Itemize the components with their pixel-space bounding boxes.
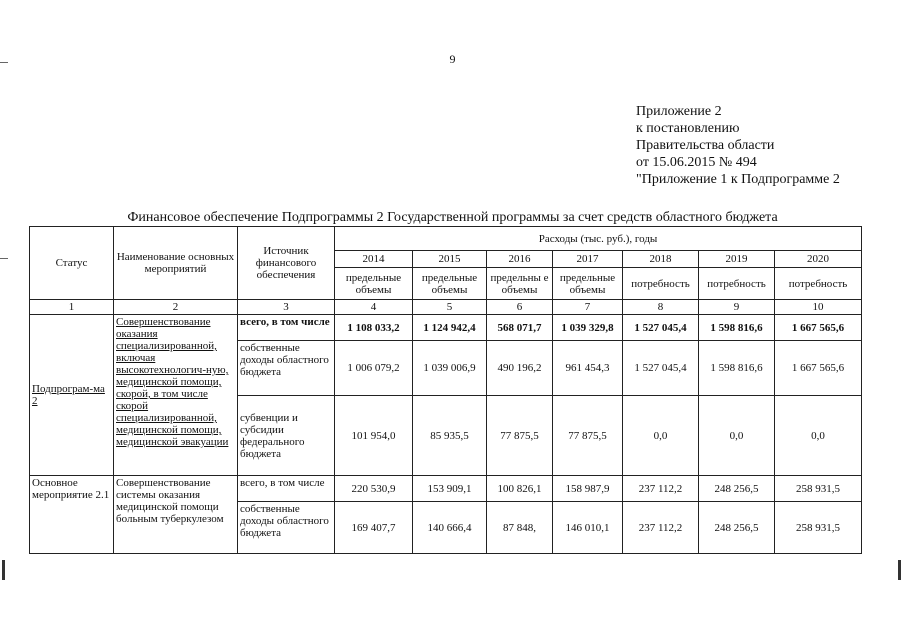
value-cell: 1 667 565,6: [775, 315, 862, 341]
header-expenses: Расходы (тыс. руб.), годы: [335, 227, 862, 251]
header-kind: потребность: [699, 268, 775, 300]
appendix-block: [636, 103, 840, 188]
header-year: 2015: [413, 251, 487, 268]
value-cell: 1 124 942,4: [413, 315, 487, 341]
value-cell: 490 196,2: [487, 341, 553, 396]
source-cell: собственные доходы областного бюджета: [238, 341, 335, 396]
value-cell: 1 527 045,4: [623, 315, 699, 341]
column-index: 9: [699, 300, 775, 315]
value-cell: 85 935,5: [413, 396, 487, 476]
header-source: Источник финансового обеспечения: [238, 227, 335, 300]
value-cell: 961 454,3: [553, 341, 623, 396]
finance-table: [29, 226, 862, 554]
appendix-line: от 15.06.2015 № 494: [636, 155, 757, 170]
value-cell: 1 598 816,6: [699, 341, 775, 396]
value-cell: 0,0: [623, 396, 699, 476]
header-year: 2019: [699, 251, 775, 268]
value-cell: 158 987,9: [553, 476, 623, 502]
value-cell: 237 112,2: [623, 502, 699, 554]
column-index: 8: [623, 300, 699, 315]
header-kind: потребность: [623, 268, 699, 300]
column-index: 2: [114, 300, 238, 315]
value-cell: 100 826,1: [487, 476, 553, 502]
value-cell: 1 598 816,6: [699, 315, 775, 341]
appendix-line: к постановлению: [636, 121, 740, 136]
value-cell: 1 108 033,2: [335, 315, 413, 341]
value-cell: 1 039 329,8: [553, 315, 623, 341]
header-kind: предельные объемы: [413, 268, 487, 300]
value-cell: 248 256,5: [699, 476, 775, 502]
table-row: [30, 315, 862, 341]
margin-dash: [0, 62, 8, 63]
source-cell: собственные доходы областного бюджета: [238, 502, 335, 554]
punch-mark-right: [898, 560, 901, 580]
value-cell: 220 530,9: [335, 476, 413, 502]
header-kind: предельны е объемы: [487, 268, 553, 300]
appendix-line: Приложение 2: [636, 104, 722, 119]
value-cell: 87 848,: [487, 502, 553, 554]
value-cell: 140 666,4: [413, 502, 487, 554]
header-year: 2018: [623, 251, 699, 268]
header-year: 2017: [553, 251, 623, 268]
margin-dash: [0, 258, 8, 259]
value-cell: 258 931,5: [775, 502, 862, 554]
document-title: Финансовое обеспечение Подпрограммы 2 Государственной программы за счет средств областного бюджета: [127, 210, 778, 225]
appendix-line: Правительства области: [636, 138, 775, 153]
value-cell: 237 112,2: [623, 476, 699, 502]
page-number: 9: [449, 52, 456, 66]
value-cell: 248 256,5: [699, 502, 775, 554]
value-cell: 1 527 045,4: [623, 341, 699, 396]
column-index: 3: [238, 300, 335, 315]
punch-mark-left: [2, 560, 5, 580]
column-index: 4: [335, 300, 413, 315]
column-index: 10: [775, 300, 862, 315]
value-cell: 568 071,7: [487, 315, 553, 341]
activity-name-cell: Совершенствование системы оказания медицинской помощи больным туберкулезом: [114, 476, 238, 554]
header-year: 2020: [775, 251, 862, 268]
header-kind: предельные объемы: [335, 268, 413, 300]
status-cell: Подпрограм-ма 2: [30, 315, 114, 476]
value-cell: 169 407,7: [335, 502, 413, 554]
source-cell: всего, в том числе: [238, 476, 335, 502]
value-cell: 0,0: [699, 396, 775, 476]
value-cell: 1 667 565,6: [775, 341, 862, 396]
column-index: 1: [30, 300, 114, 315]
column-index: 7: [553, 300, 623, 315]
source-cell: субвенции и субсидии федерального бюджета: [238, 396, 335, 476]
activity-name-cell: Совершенствование оказания специализированной, включая высокотехнологич-ную, медицинской помощи, скорой, в том числе скорой специализированной, медицинской помощи, медицинской эвакуации: [114, 315, 238, 476]
header-status: Статус: [30, 227, 114, 300]
header-year: 2014: [335, 251, 413, 268]
header-kind: предельные объемы: [553, 268, 623, 300]
value-cell: 1 039 006,9: [413, 341, 487, 396]
header-name: Наименование основных мероприятий: [114, 227, 238, 300]
value-cell: 77 875,5: [553, 396, 623, 476]
source-cell: всего, в том числе: [238, 315, 335, 341]
value-cell: 101 954,0: [335, 396, 413, 476]
header-year: 2016: [487, 251, 553, 268]
value-cell: 0,0: [775, 396, 862, 476]
value-cell: 258 931,5: [775, 476, 862, 502]
column-index: 6: [487, 300, 553, 315]
appendix-line: "Приложение 1 к Подпрограмме 2: [636, 172, 840, 187]
value-cell: 1 006 079,2: [335, 341, 413, 396]
table-row: [30, 476, 862, 502]
status-cell: Основное мероприятие 2.1: [30, 476, 114, 554]
value-cell: 146 010,1: [553, 502, 623, 554]
header-kind: потребность: [775, 268, 862, 300]
value-cell: 153 909,1: [413, 476, 487, 502]
column-index: 5: [413, 300, 487, 315]
value-cell: 77 875,5: [487, 396, 553, 476]
